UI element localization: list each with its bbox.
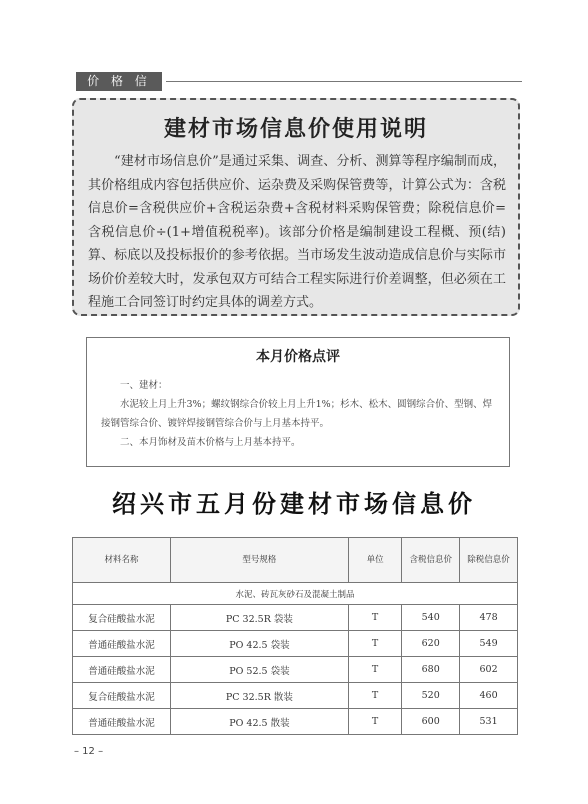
price-table: [72, 537, 518, 735]
table-row: [73, 657, 518, 683]
cell-spec: PO 42.5 袋装: [170, 631, 348, 657]
cell-tax-incl: 520: [402, 683, 460, 709]
page-number: – 12 –: [74, 746, 104, 757]
cell-tax-excl: 602: [460, 657, 518, 683]
section-tag: 价 格 信: [76, 72, 162, 91]
category-row: [73, 583, 518, 605]
section-rule: [166, 81, 522, 82]
cell-tax-excl: 478: [460, 605, 518, 631]
cell-spec: PO 52.5 袋装: [170, 657, 348, 683]
info-box: [72, 98, 520, 316]
review-box: [86, 337, 510, 467]
cell-name: 复合硅酸盐水泥: [73, 683, 171, 709]
table-row: [73, 683, 518, 709]
table-header-row: [73, 538, 518, 583]
cell-tax-excl: 549: [460, 631, 518, 657]
header-unit: 单位: [348, 538, 401, 583]
review-paragraph-1: 一、建材：: [120, 380, 168, 391]
table-row: [73, 709, 518, 735]
review-title: 本月价格点评: [256, 349, 340, 365]
table-row: [73, 631, 518, 657]
cell-tax-incl: 600: [402, 709, 460, 735]
cell-tax-excl: 460: [460, 683, 518, 709]
info-title: 建材市场信息价使用说明: [163, 117, 428, 142]
review-paragraph-3: 二、本月饰材及苗木价格与上月基本持平。: [120, 437, 301, 448]
cell-unit: T: [348, 605, 401, 631]
header-name: 材料名称: [73, 538, 171, 583]
cell-unit: T: [348, 709, 401, 735]
cell-spec: PC 32.5R 袋装: [170, 605, 348, 631]
header-tax-excl: 除税信息价: [460, 538, 518, 583]
header-tax-incl: 含税信息价: [402, 538, 460, 583]
cell-name: 复合硅酸盐水泥: [73, 605, 171, 631]
cell-unit: T: [348, 631, 401, 657]
cell-tax-excl: 531: [460, 709, 518, 735]
cell-unit: T: [348, 683, 401, 709]
header-spec: 型号规格: [170, 538, 348, 583]
cell-name: 普通硅酸盐水泥: [73, 657, 171, 683]
cell-tax-incl: 620: [402, 631, 460, 657]
cell-spec: PC 32.5R 散装: [170, 683, 348, 709]
main-title: 绍兴市五月份建材市场信息价: [112, 490, 476, 518]
cell-tax-incl: 540: [402, 605, 460, 631]
cell-spec: PO 42.5 散装: [170, 709, 348, 735]
cell-name: 普通硅酸盐水泥: [73, 631, 171, 657]
cell-unit: T: [348, 657, 401, 683]
cell-tax-incl: 680: [402, 657, 460, 683]
review-paragraph-2: 水泥较上月上升3%；螺纹钢综合价较上月上升1%；杉木、松木、圆钢综合价、型钢、焊接钢管综合价、镀锌焊接钢管综合价与上月基本持平。: [101, 399, 493, 429]
info-body: “建材市场信息价”是通过采集、调查、分析、测算等程序编制而成，其价格组成内容包括供应价、运杂费及采购保管费等，计算公式为：含税信息价=含税供应价+含税运杂费+含税材料采购保管费；除税信息价=含税信息价÷(1+增值税税率)。该部分价格是编制建设工程概、预(结)算、标底以及投标报价的参考依据。当市场发生波动造成信息价与实际市场价价差较大时，发承包双方可结合工程实际进行价差调整，但必须在工程施工合同签订时约定具体的调差方式。: [88, 154, 506, 310]
review-body: [101, 376, 497, 452]
cell-name: 普通硅酸盐水泥: [73, 709, 171, 735]
table-row: [73, 605, 518, 631]
category-label: 水泥、砖瓦灰砂石及混凝土制品: [73, 583, 518, 605]
